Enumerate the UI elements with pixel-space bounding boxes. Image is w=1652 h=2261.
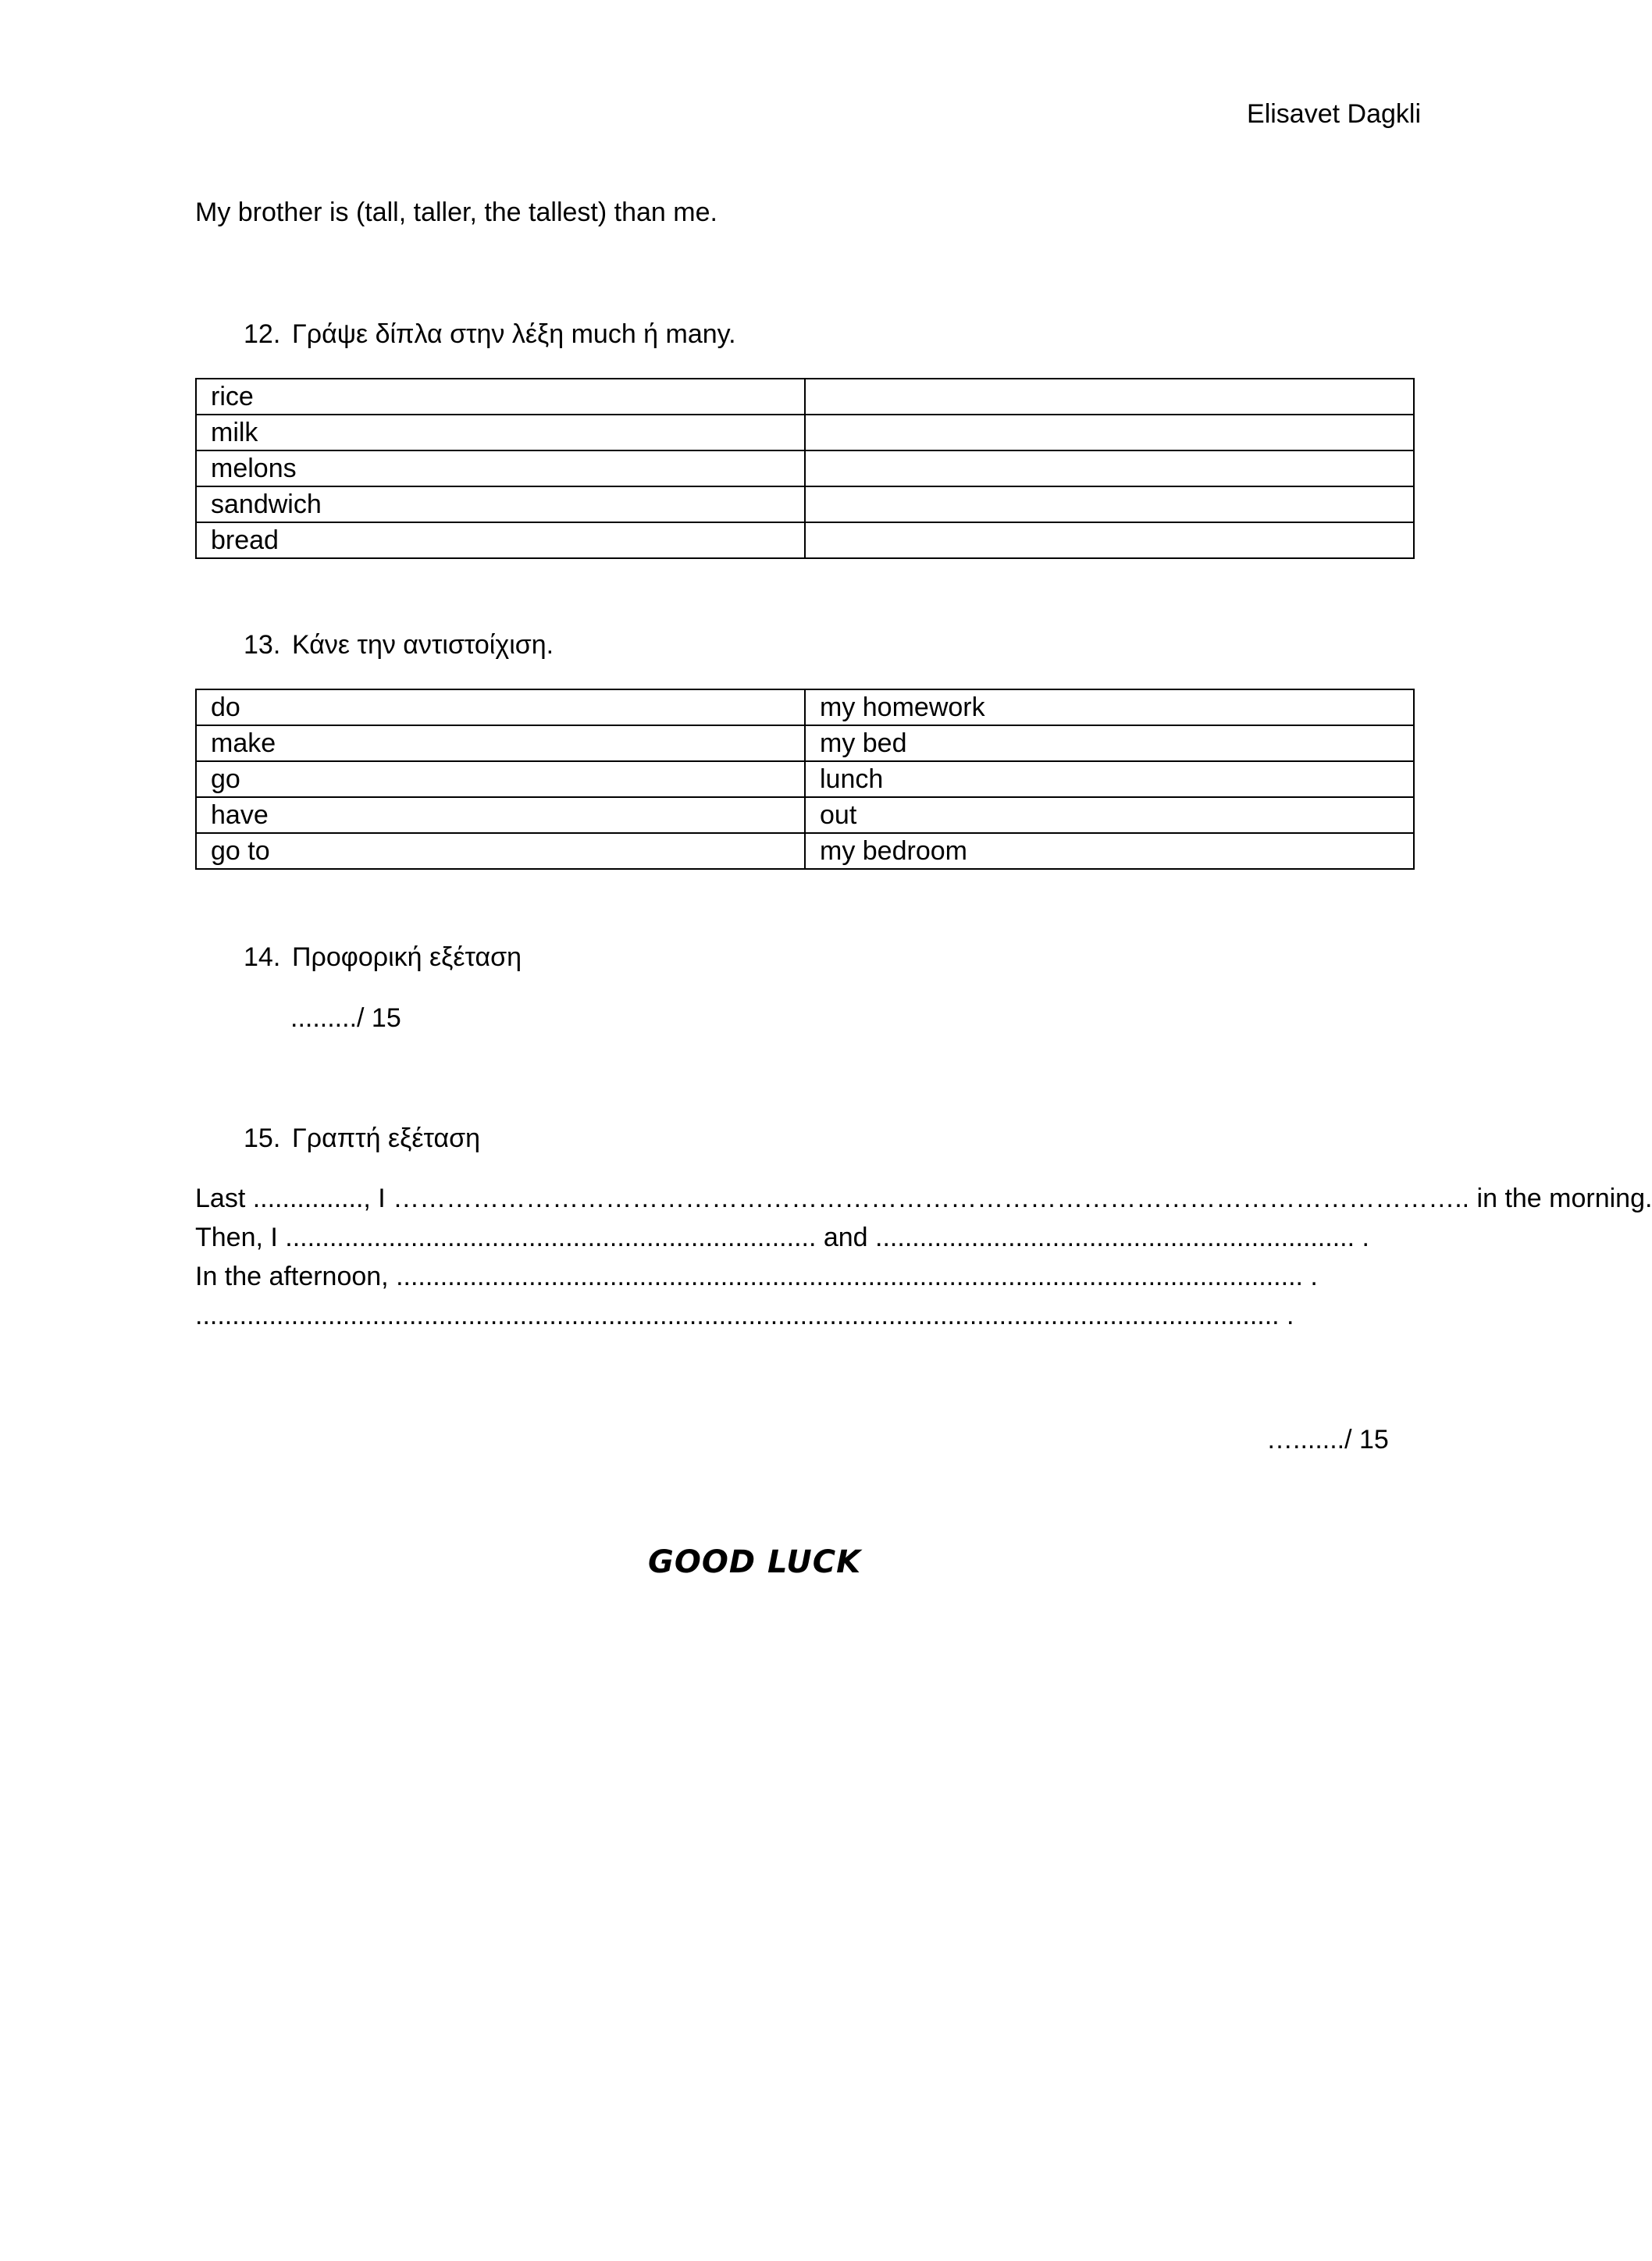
phrase-cell: out <box>805 797 1414 833</box>
word-cell: bread <box>196 522 805 558</box>
verb-cell: do <box>196 689 805 725</box>
word-cell: milk <box>196 415 805 450</box>
much-many-table <box>195 378 1415 559</box>
question-12-heading <box>244 319 736 351</box>
writing-line: Last ..............., I ………………………………………………………………………………………………………….. in the morning. <box>195 1184 1652 1213</box>
phrase-cell: lunch <box>805 761 1414 797</box>
phrase-cell: my bed <box>805 725 1414 761</box>
intro-sentence: My brother is (tall, taller, the tallest) than me. <box>195 198 717 227</box>
matching-table <box>195 689 1415 870</box>
question-number: 13. <box>244 630 281 660</box>
answer-cell[interactable] <box>805 522 1414 558</box>
answer-cell[interactable] <box>805 486 1414 522</box>
question-instruction: Προφορική εξέταση <box>292 942 522 972</box>
writing-exercise <box>195 1179 1652 1335</box>
table-row <box>196 797 1414 833</box>
table-row <box>196 689 1414 725</box>
verb-cell: go <box>196 761 805 797</box>
table-row <box>196 522 1414 558</box>
verb-cell: go to <box>196 833 805 869</box>
question-15-heading <box>244 1123 480 1155</box>
written-score: …......./ 15 <box>1266 1425 1389 1455</box>
question-number: 14. <box>244 942 281 972</box>
table-row <box>196 761 1414 797</box>
phrase-cell: my homework <box>805 689 1414 725</box>
question-14-heading <box>244 942 522 974</box>
phrase-cell: my bedroom <box>805 833 1414 869</box>
question-instruction: Γραπτή εξέταση <box>292 1123 481 1153</box>
author-name: Elisavet Dagkli <box>1247 99 1421 129</box>
table-row <box>196 415 1414 450</box>
question-13-heading <box>244 629 554 661</box>
table-row <box>196 379 1414 415</box>
answer-cell[interactable] <box>805 379 1414 415</box>
table-row <box>196 833 1414 869</box>
writing-line: In the afternoon, ........................................................................................................................... . <box>195 1262 1318 1291</box>
writing-line: ................................................................................................................................................... . <box>195 1301 1294 1330</box>
table-row <box>196 450 1414 486</box>
oral-score: ........./ 15 <box>290 1003 401 1033</box>
verb-cell: have <box>196 797 805 833</box>
table-row <box>196 725 1414 761</box>
question-number: 15. <box>244 1123 281 1153</box>
word-cell: sandwich <box>196 486 805 522</box>
question-instruction: Κάνε την αντιστοίχιση. <box>292 630 554 660</box>
word-cell: melons <box>196 450 805 486</box>
verb-cell: make <box>196 725 805 761</box>
table-row <box>196 486 1414 522</box>
answer-cell[interactable] <box>805 450 1414 486</box>
word-cell: rice <box>196 379 805 415</box>
good-luck-text: GOOD LUCK <box>648 1544 862 1580</box>
answer-cell[interactable] <box>805 415 1414 450</box>
question-number: 12. <box>244 319 281 349</box>
writing-line: Then, I ........................................................................ and ................................................................. . <box>195 1223 1369 1252</box>
question-instruction: Γράψε δίπλα στην λέξη much ή many. <box>292 319 736 349</box>
